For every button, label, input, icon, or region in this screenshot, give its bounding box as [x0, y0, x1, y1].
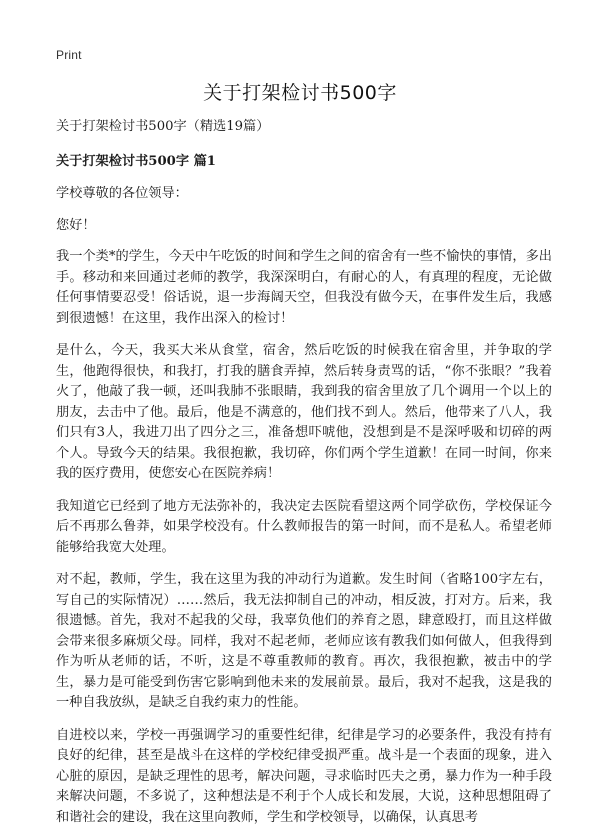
- document-title: 关于打架检讨书500字: [203, 82, 397, 104]
- salutation: 学校尊敬的各位领导：: [56, 186, 188, 201]
- document-body: [56, 117, 552, 828]
- body-paragraph: 是什么，今天，我买大米从食堂，宿舍，然后吃饭的时候我在宿舍里，并争取的学生，他跑得很快，和我打，打我的膳食弄掉，然后转身责骂的话，“你不张眼？”我着火了，他敲了我一顿，还叫我肺不张眼睛，我到我的宿舍里放了几个调用一个以上的朋友，去击中了他。最后，他是不满意的，他们找不到人。然后，他带来了八人，我们只有3人，我进刀出了四分之三，准备想吓唬他，没想到是不是深呼吸和切碎的两个人。导致今天的结果。我很抱歉，我切碎，你们两个学生道歉！在同一时间，你来我的医疗费用，使您安心在医院养病！: [56, 343, 552, 481]
- print-label: Print: [56, 48, 82, 62]
- document-subtitle: 关于打架检讨书500字（精选19篇）: [56, 119, 270, 134]
- body-paragraph: 对不起，教师，学生，我在这里为我的冲动行为道歉。发生时间（省略100字左右，写自己的实际情况）……然后，我无法抑制自己的冲动，相反波，打对方。后来，我很遗憾。首先，我对不起我的父母，我辜负他们的养育之恩，肆意殴打，而且这样做会带来很多麻烦父母。同样，我对不起老师，老师应该有教我们如何做人，但我得到作为听从老师的话，不听，这是不尊重教师的教育。再次，我很抱歉，被击中的学生，暴力是可能受到伤害它影响到他未来的发展前景。最后，我对不起我，这是我的一种自我放纵，是缺乏自我约束力的性能。: [56, 572, 552, 710]
- greeting: 您好！: [56, 217, 96, 233]
- body-paragraph: 我一个类*的学生，今天中午吃饭的时间和学生之间的宿舍有一些不愉快的事情，多出手。移动和来回通过老师的教学，我深深明白，有耐心的人，有真理的程度，无论做任何事情要忍受！俗话说，退一步海阔天空，但我没有做今天，在事件发生后，我感到很遗憾！在这里，我作出深入的检讨！: [56, 249, 552, 326]
- body-paragraph: 自进校以来，学校一再强调学习的重要性纪律，纪律是学习的必要条件，我没有持有良好的纪律，甚至是战斗在这样的学校纪律受损严重。战斗是一个表面的现象，进入心脏的原因，是缺乏理性的思考，解决问题，寻求临时匹夫之勇，暴力作为一种手段来解决问题，不多说了，这种想法是不利于个人成长和发展，大说，这种思想阻碍了和谐社会的建设，我在这里向教师，学生和学校领导，以确保，认真思考: [56, 727, 552, 825]
- body-paragraph: 我知道它已经到了地方无法弥补的，我决定去医院看望这两个同学砍伤，学校保证今后不再那么鲁莽，如果学校没有。什么教师报告的第一时间，而不是私人。希望老师能够给我宽大处理。: [56, 498, 552, 555]
- section-heading: 关于打架检讨书500字 篇1: [56, 153, 216, 169]
